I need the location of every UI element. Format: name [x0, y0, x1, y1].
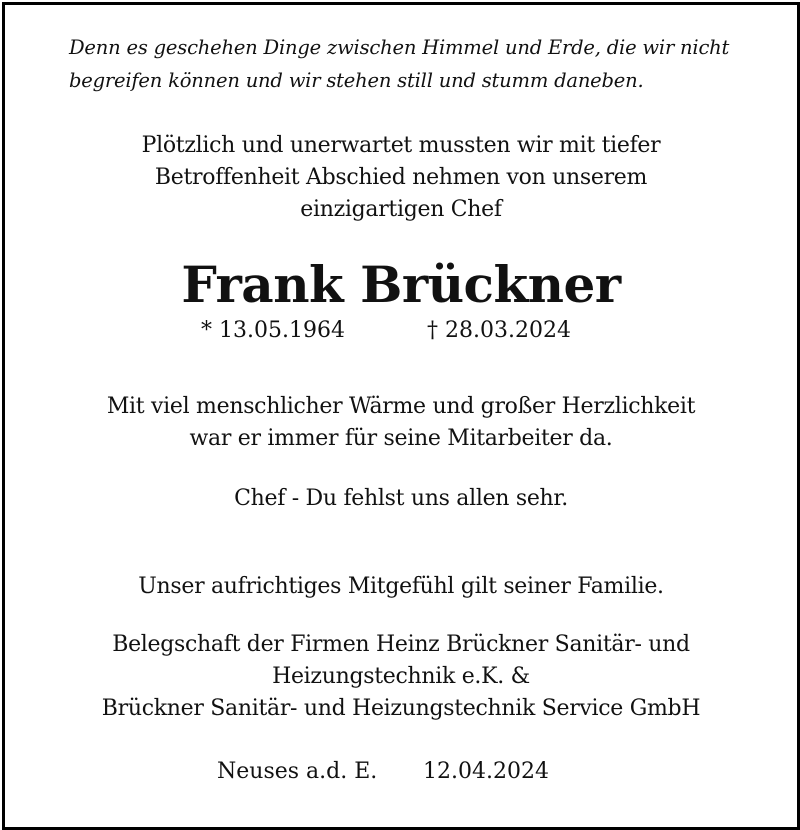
death-date: † 28.03.2024 [427, 318, 571, 343]
signers-line: Heizungstechnik e.K. & [272, 664, 530, 689]
tribute-line: war er immer für seine Mitarbeiter da. [189, 426, 613, 451]
farewell-line: Chef - Du fehlst uns allen sehr. [234, 486, 568, 511]
motto-line: Denn es geschehen Dinge zwischen Himmel und Erde, die wir nicht [69, 36, 730, 59]
footer-date: 12.04.2024 [423, 759, 549, 784]
intro-line: Plötzlich und unerwartet mussten wir mit tiefer [141, 133, 661, 158]
tribute-text [5, 391, 797, 455]
intro-line: einzigartigen Chef [300, 197, 502, 222]
motto-quote [69, 31, 769, 97]
obituary-notice [2, 2, 800, 830]
signers-block [5, 629, 797, 725]
signers-line: Brückner Sanitär- und Heizungstechnik Service GmbH [101, 696, 701, 721]
tribute-line: Mit viel menschlicher Wärme und großer Herzlichkeit [106, 394, 696, 419]
life-dates [5, 318, 797, 352]
condolence-line: Unser aufrichtiges Mitgefühl gilt seiner Familie. [138, 574, 664, 599]
footer [5, 759, 797, 793]
signers-line: Belegschaft der Firmen Heinz Brückner Sanitär- und [112, 632, 690, 657]
deceased-name: Frank Brückner [181, 255, 621, 314]
footer-place: Neuses a.d. E. [217, 759, 378, 784]
birth-date: * 13.05.1964 [201, 318, 345, 343]
intro-text [5, 130, 797, 226]
intro-line: Betroffenheit Abschied nehmen von unserem [154, 165, 648, 190]
motto-line: begreifen können und wir stehen still und stumm daneben. [69, 69, 644, 92]
